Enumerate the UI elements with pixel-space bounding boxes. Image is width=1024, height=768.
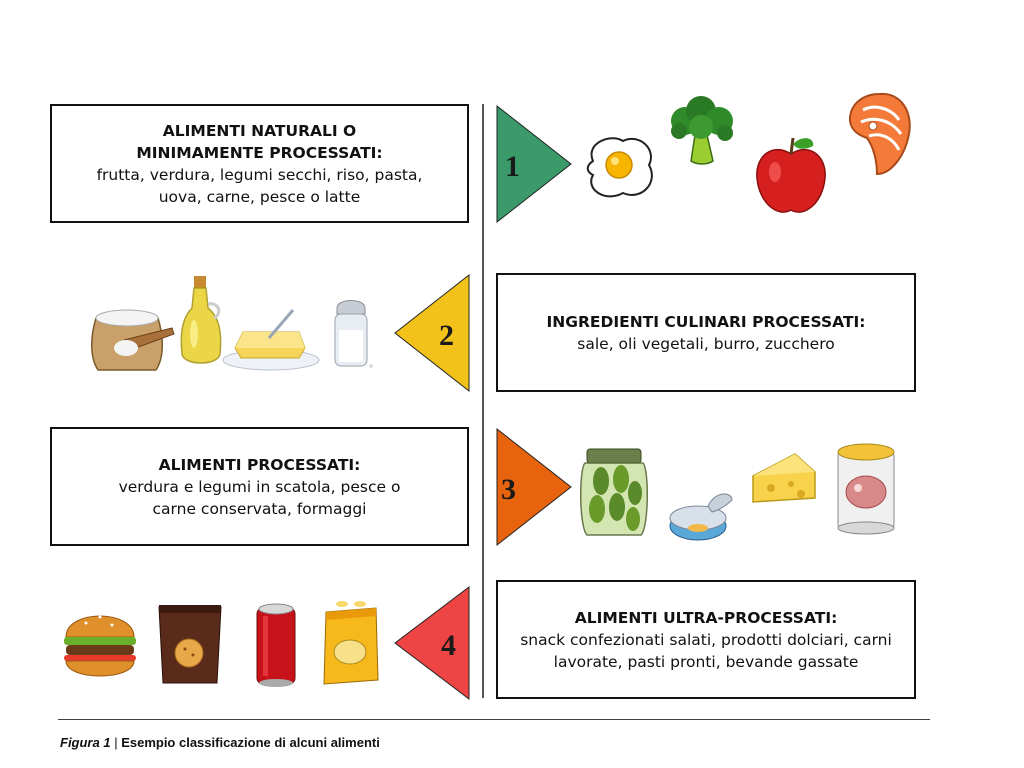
category-title-1: ALIMENTI NATURALI O MINIMAMENTE PROCESSATI: (136, 121, 383, 162)
chips-bag-icon (155, 603, 225, 687)
snack-bag-icon (318, 600, 384, 688)
center-divider (482, 104, 484, 698)
category-box-2 (496, 273, 916, 392)
step-triangle-3 (495, 427, 575, 547)
category-box-3 (50, 427, 469, 546)
category-desc-1: frutta, verdura, legumi secchi, riso, pasta, uova, carne, pesce o latte (96, 165, 423, 206)
burger-icon (62, 603, 138, 685)
cheese-icon (751, 450, 817, 506)
broccoli-icon (667, 95, 737, 167)
step-triangle-4 (393, 585, 471, 701)
step-number-4: 4 (441, 629, 456, 662)
salmon-steak-icon (843, 90, 915, 178)
category-title-2: INGREDIENTI CULINARI PROCESSATI: (546, 312, 866, 331)
step-triangle-shape-4 (395, 587, 469, 699)
caption-figure-label: Figura 1 (60, 735, 111, 750)
caption-text: Esempio classificazione di alcuni alimenti (121, 735, 380, 750)
category-desc-4: snack confezionati salati, prodotti dolciari, carni lavorate, pasti pronti, bevande gassate (520, 630, 892, 671)
caption-divider (58, 719, 930, 720)
category-box-1 (50, 104, 469, 223)
category-title-3: ALIMENTI PROCESSATI: (158, 455, 361, 474)
flour-sack-icon (86, 298, 178, 374)
butter-icon (221, 308, 321, 374)
salt-shaker-icon (329, 296, 373, 372)
step-triangle-shape-2 (395, 275, 469, 391)
caption-separator: | (110, 735, 122, 750)
soda-can-icon (253, 602, 299, 688)
step-number-2: 2 (439, 319, 454, 352)
apple-icon (753, 134, 829, 218)
category-desc-2: sale, oli vegetali, burro, zucchero (577, 334, 835, 353)
meat-can-icon (834, 442, 898, 536)
figure-caption (60, 735, 380, 750)
category-title-4: ALIMENTI ULTRA-PROCESSATI: (574, 608, 838, 627)
fried-egg-icon (583, 131, 659, 203)
step-number-1: 1 (505, 150, 520, 183)
step-triangle-2 (393, 273, 471, 393)
pickle-jar-icon (577, 447, 651, 539)
oil-bottle-icon (178, 274, 224, 370)
step-number-3: 3 (501, 473, 516, 506)
category-box-4 (496, 580, 916, 699)
tuna-can-icon (668, 488, 734, 544)
step-triangle-1 (495, 104, 575, 224)
category-desc-3: verdura e legumi in scatola, pesce o carne conservata, formaggi (118, 477, 401, 518)
